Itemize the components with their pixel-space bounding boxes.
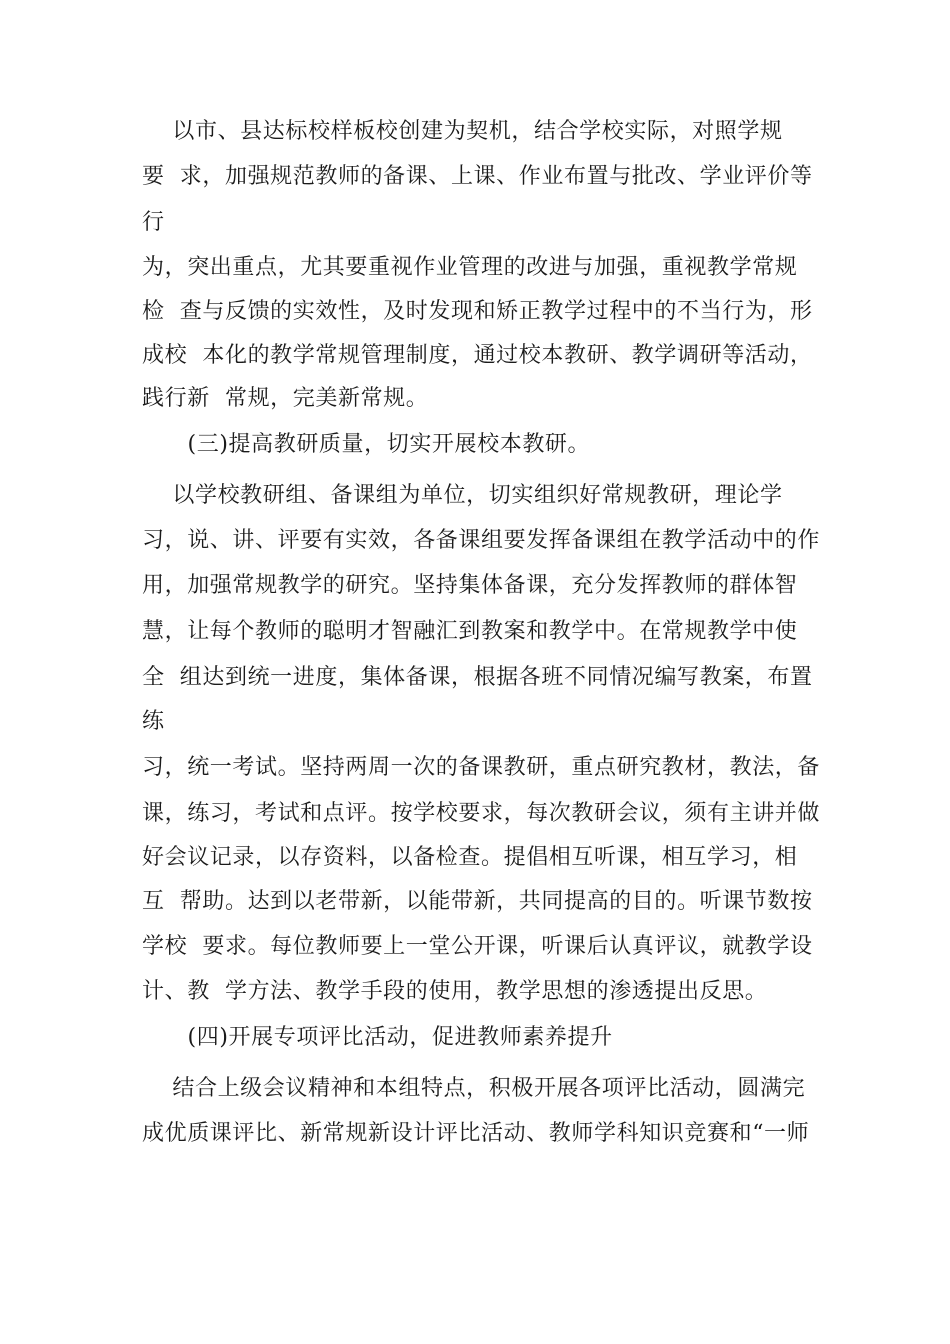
text-line: 检 查与反馈的实效性，及时发现和矫正教学过程中的不当行为，形 [142, 299, 813, 324]
text-line: 练 [142, 709, 165, 734]
section-heading: (四)开展专项评比活动，促进教师素养提升 [142, 1025, 613, 1050]
text-line: 互 帮助。达到以老带新，以能带新，共同提高的目的。听课节数按 [142, 889, 813, 914]
text-line: 为，突出重点，尤其要重视作业管理的改进与加强，重视教学常规 [142, 255, 798, 280]
text-line: 要 求，加强规范教师的备课、上课、作业布置与批改、学业评价等 [142, 164, 813, 189]
text-line: 全 组达到统一进度，集体备课，根据各班不同情况编写教案，布置 [142, 665, 813, 690]
text-line: 践行新 常规，完美新常规。 [142, 386, 429, 411]
text-line: 以学校教研组、备课组为单位，切实组织好常规教研，理论学 [142, 483, 783, 508]
text-line: 用，加强常规教学的研究。坚持集体备课，充分发挥教师的群体智 [142, 573, 798, 598]
text-line: 好会议记录，以存资料，以备检查。提倡相互听课，相互学习，相 [142, 845, 798, 870]
section-heading: (三)提高教研质量，切实开展校本教研。 [142, 432, 591, 457]
text-line: 学校 要求。每位教师要上一堂公开课，听课后认真评议，就教学设 [142, 934, 813, 959]
text-line: 成优质课评比、新常规新设计评比活动、教师学科知识竞赛和“一师 [142, 1121, 810, 1146]
text-line: 行 [142, 210, 165, 235]
text-line: 慧，让每个教师的聪明才智融汇到教案和教学中。在常规教学中使 [142, 619, 798, 644]
text-line: 计、教 学方法、教学手段的使用，教学思想的渗透提出反思。 [142, 979, 768, 1004]
text-line: 习，统一考试。坚持两周一次的备课教研，重点研究教材，教法，备 [142, 755, 821, 780]
text-line: 课，练习，考试和点评。按学校要求，每次教研会议，须有主讲并做 [142, 801, 821, 826]
text-line: 习，说、讲、评要有实效，各备课组要发挥备课组在教学活动中的作 [142, 528, 821, 553]
text-line: 成校 本化的教学常规管理制度，通过校本教研、教学调研等活动， [142, 343, 813, 368]
text-line: 以市、县达标校样板校创建为契机，结合学校实际，对照学规 [142, 119, 783, 144]
text-line: 结合上级会议精神和本组特点，积极开展各项评比活动，圆满完 [142, 1076, 806, 1101]
